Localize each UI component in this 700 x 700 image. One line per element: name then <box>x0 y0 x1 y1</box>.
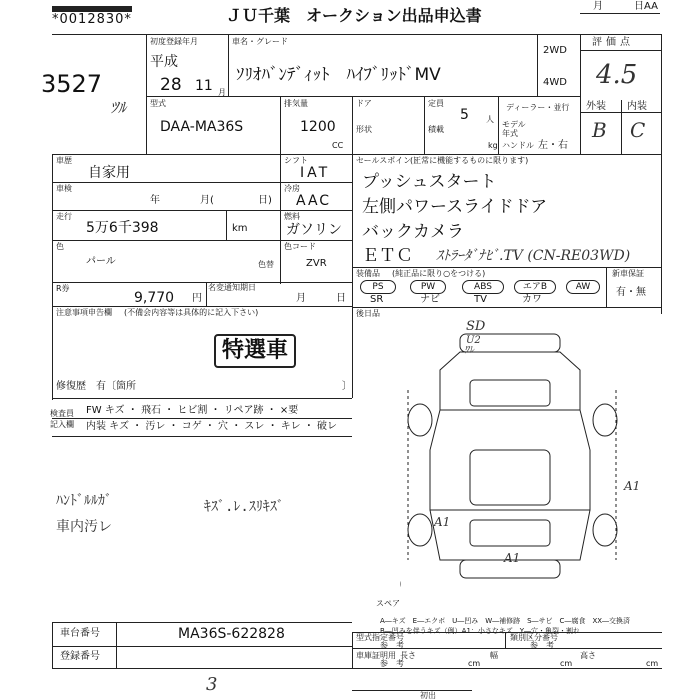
displacement-label: 排気量 <box>284 99 308 108</box>
yen-unit: 円 <box>192 293 202 304</box>
mileage: 5万6千398 <box>86 220 159 236</box>
header-day: 日AA <box>634 1 658 12</box>
height-cm: cm <box>646 659 659 668</box>
category-ref: 参 考 <box>530 641 554 650</box>
diagram-wheel-rr <box>593 514 617 546</box>
recycle-amount: 9,770 <box>134 290 175 306</box>
equipment-note: (純正品に限り○をつける) <box>392 269 486 278</box>
color-label: 色 <box>56 242 64 251</box>
diagram-cabin <box>470 450 550 505</box>
width-label: 幅 <box>490 651 498 660</box>
diagram-a1-left: A1 <box>434 515 451 529</box>
handle-value: 左・右 <box>538 140 568 151</box>
reg-month-unit: 月 <box>218 88 226 97</box>
capacity-label: 定員 <box>428 99 444 108</box>
shift-label: シフト <box>284 156 308 165</box>
interior-label: 内装 <box>627 101 647 112</box>
ac-label: 冷房 <box>284 184 300 193</box>
reg-month: 11 <box>195 78 213 94</box>
equipment-leather: カワ <box>522 294 542 305</box>
equipment-tv: TV <box>474 294 487 305</box>
length-label: 長さ <box>400 651 416 660</box>
name-change-month: 月 <box>296 293 306 304</box>
color-code: ZVR <box>306 258 327 269</box>
car-name-label: 車名・グレード <box>232 37 288 46</box>
inspection-day: 日) <box>258 195 272 206</box>
capacity: 5 <box>460 107 469 123</box>
color-code-label: 色コード <box>284 242 316 251</box>
selling-point-1: プッシュスタート <box>362 172 497 192</box>
history-value: 自家用 <box>88 165 130 181</box>
dealer-label: ディーラー・並行 <box>506 103 570 112</box>
inspection-label: 車検 <box>56 184 72 193</box>
repair-history-label: 修復歴 有〔箇所 <box>56 381 136 392</box>
mileage-label: 走行 <box>56 212 72 221</box>
lot-note: ﾂﾙ <box>110 98 127 117</box>
diagram-a1-bottom: A1 <box>504 551 521 565</box>
reg-year: 28 <box>160 75 182 95</box>
diagram-legend-1: A―キズ E―エクボ U―凹み W―補修跡 S―サビ C―腐食 XX―交換済 <box>380 617 631 625</box>
width-cm: cm <box>560 659 573 668</box>
equipment-sr: SR <box>370 294 384 305</box>
equipment-abs: ABS <box>462 280 504 294</box>
cc-unit: CC <box>332 141 344 150</box>
diagram-legend-2: B―凹みを伴うキズ（例）A1：小さなキズ Y―穴・亀裂・割れ <box>380 627 581 635</box>
diagram-wa: ﾜﾚ <box>464 345 474 356</box>
model-code: DAA-MA36S <box>160 119 244 135</box>
model-year-label: モデル 年式 <box>502 120 526 138</box>
diagram-sd: SD <box>466 319 486 334</box>
interior-grade: C <box>630 118 646 142</box>
chassis-number: MA36S-622828 <box>178 626 285 642</box>
drive-4wd: 4WD <box>543 77 567 88</box>
drive-2wd: 2WD <box>543 45 567 56</box>
equipment-aw: AW <box>566 280 600 294</box>
car-name: ｿﾘｵﾊﾞﾝﾃﾞｨｯﾄ ﾊｲﾌﾞﾘｯﾄﾞMV <box>236 65 441 85</box>
equipment-navi: ナビ <box>420 294 440 305</box>
model-label: 型式 <box>150 99 166 108</box>
selling-points-note: (正常に機能するものに限ります) <box>410 156 529 165</box>
kg-unit: kg <box>488 141 498 150</box>
inspector-row-interior: 内装 キズ ・ 汚レ ・ コゲ ・ 穴 ・ スレ ・ キレ ・ 破レ <box>86 421 338 432</box>
exterior-label: 外装 <box>586 101 606 112</box>
diagram-roof <box>430 410 590 510</box>
note-interior-dirt: 車内汚レ <box>56 519 112 535</box>
fuel-label: 燃料 <box>284 212 300 221</box>
shift: IAT <box>300 165 331 181</box>
km-unit: km <box>232 223 248 234</box>
diagram-wheel-fr <box>593 404 617 436</box>
load-label: 積載 <box>428 125 444 134</box>
bottom-label: 初出 <box>420 691 436 700</box>
selling-point-3: バックカメラ <box>362 222 464 242</box>
era: 平成 <box>150 54 178 70</box>
exterior-grade: B <box>592 118 607 142</box>
type-ref: 参 考 <box>380 641 404 650</box>
repair-history-close: 〕 <box>342 381 352 392</box>
garage-cert-label: 車庫証明用 <box>356 651 396 660</box>
handle-label: ハンドル <box>502 141 534 150</box>
note-handle: ﾊﾝﾄﾞﾙﾙｶﾞ <box>56 493 112 509</box>
garage-cert-ref: 参 考 <box>380 659 404 668</box>
equipment-pw: PW <box>410 280 446 294</box>
diagram-u2: U2 <box>466 335 481 346</box>
rear-goods-label: 後日品 <box>356 309 380 318</box>
ac: AAC <box>296 193 332 209</box>
diagram-wheel-fl <box>408 404 432 436</box>
diagram-rear-window <box>470 520 550 546</box>
selling-point-2: 左側パワースライドドア <box>362 197 548 217</box>
person-unit: 人 <box>486 115 494 124</box>
inspector-row-fw: FW キズ ・ 飛石 ・ ヒビ割 ・ リペア跡 ・ ×要 <box>86 405 299 416</box>
chassis-label: 車台番号 <box>60 628 100 639</box>
note-scratches: ｷｽﾞ.ﾚ.ｽﾘｷｽﾞ <box>204 499 284 515</box>
selling-points-label: セールスポイント <box>356 156 420 165</box>
first-reg-label: 初度登録年月 <box>150 37 198 46</box>
type-designation-label: 型式指定番号 <box>356 633 404 642</box>
color-change: 色替 <box>258 260 274 269</box>
header-month: 月 <box>593 1 603 12</box>
displacement: 1200 <box>300 119 336 135</box>
vehicle-diagram <box>400 330 630 620</box>
equipment-airbag: エアB <box>514 280 556 294</box>
diagram-wheel-rl <box>408 514 432 546</box>
declaration-note: (不備会内容等は具体的に記入下さい) <box>124 308 259 317</box>
form-title: ＪＵ千葉 オークション出品申込書 <box>226 6 482 25</box>
color: パール <box>86 256 116 267</box>
inspector-label: 検査員 記入欄 <box>50 409 74 429</box>
shape-label: 形状 <box>356 125 372 134</box>
equipment-label: 装備品 <box>356 269 380 278</box>
diagram-hood <box>440 352 580 410</box>
navigation-note: ｽﾄﾗｰﾀﾞﾅﾋﾞ.TV (CN-RE03WD) <box>436 248 631 264</box>
diagram-spare-label: スペア <box>376 599 400 608</box>
history-label: 車歴 <box>56 156 72 165</box>
inspection-year: 年 <box>150 195 160 206</box>
door-label: ドア <box>356 99 372 108</box>
diagram-a1-right: A1 <box>624 479 641 493</box>
selling-point-etc: ＥＴＣ <box>362 246 413 266</box>
category-label: 類別区分番号 <box>510 633 558 642</box>
registration-label: 登録番号 <box>60 651 100 662</box>
length-cm: cm <box>468 659 481 668</box>
new-warranty-label: 新車保証 <box>612 269 644 278</box>
fuel: ガソリン <box>286 222 342 238</box>
name-change-label: 名変通知期日 <box>208 283 256 292</box>
special-car-stamp: 特選車 <box>214 334 296 368</box>
lot-number: 3527 <box>41 70 103 98</box>
rating-label: 評価点 <box>592 37 634 48</box>
rating-score: 4.5 <box>596 60 638 90</box>
name-change-day: 日 <box>336 293 346 304</box>
diagram-windshield <box>470 380 550 406</box>
height-label: 高さ <box>580 651 596 660</box>
inspection-month: 月( <box>200 195 214 206</box>
handwritten-number: 3 <box>206 674 218 695</box>
new-warranty: 有・無 <box>616 287 646 298</box>
declaration-label: 注意事項申告欄 <box>56 308 112 317</box>
recycle-label: R券 <box>56 284 70 293</box>
equipment-ps: PS <box>360 280 396 294</box>
serial-barcode: *0012830* <box>52 6 132 26</box>
